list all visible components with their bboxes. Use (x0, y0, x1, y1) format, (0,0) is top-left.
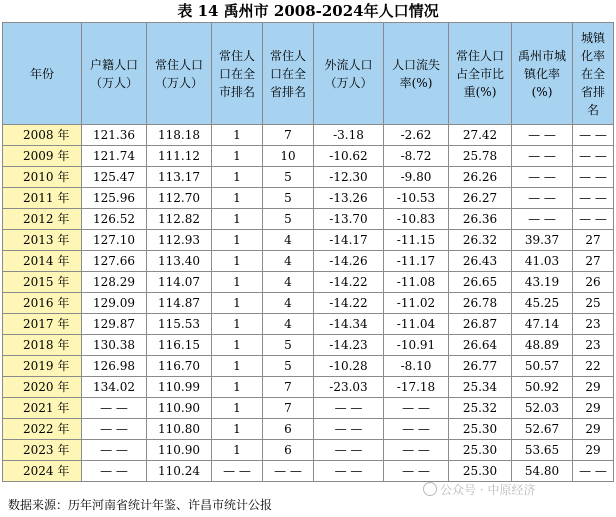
year-cell: 2020 年 (3, 377, 82, 398)
table-cell: 48.89 (512, 335, 573, 356)
table-row (3, 188, 614, 209)
table-cell: — — (82, 419, 147, 440)
header-row (3, 23, 614, 125)
table-cell: 126.98 (82, 356, 147, 377)
table-cell: 39.37 (512, 230, 573, 251)
table-cell: 111.12 (147, 146, 212, 167)
table-cell: — — (573, 188, 614, 209)
table-cell: 25.30 (449, 440, 512, 461)
table-cell: -10.62 (314, 146, 384, 167)
header-urbanization: 禹州市城镇化率(%) (512, 23, 573, 125)
table-cell: 43.19 (512, 272, 573, 293)
table-cell: 26.27 (449, 188, 512, 209)
table-cell: 113.17 (147, 167, 212, 188)
table-cell: 50.92 (512, 377, 573, 398)
header-loss-rate: 人口流失率(%) (384, 23, 449, 125)
table-cell: — — (314, 419, 384, 440)
table-row (3, 398, 614, 419)
table-cell: -11.08 (384, 272, 449, 293)
table-cell: 53.65 (512, 440, 573, 461)
header-city-rank: 常住人口在全市排名 (212, 23, 263, 125)
table-row (3, 461, 614, 482)
table-cell: 134.02 (82, 377, 147, 398)
table-cell: 1 (212, 167, 263, 188)
table-cell: 1 (212, 230, 263, 251)
table-cell: 26.43 (449, 251, 512, 272)
table-cell: 52.03 (512, 398, 573, 419)
table-cell: 127.66 (82, 251, 147, 272)
table-cell: -9.80 (384, 167, 449, 188)
table-cell: 6 (263, 419, 314, 440)
table-cell: 26.36 (449, 209, 512, 230)
table-cell: 25.32 (449, 398, 512, 419)
table-cell: 23 (573, 314, 614, 335)
table-cell: 1 (212, 293, 263, 314)
table-row (3, 377, 614, 398)
year-cell: 2024 年 (3, 461, 82, 482)
watermark: 公众号 · 中原经济 (423, 482, 535, 498)
table-cell: 5 (263, 167, 314, 188)
table-cell: -13.26 (314, 188, 384, 209)
table-cell: — — (512, 188, 573, 209)
table-cell: 5 (263, 188, 314, 209)
year-cell: 2022 年 (3, 419, 82, 440)
table-cell: 125.47 (82, 167, 147, 188)
table-cell: 25.30 (449, 461, 512, 482)
table-cell: -8.10 (384, 356, 449, 377)
table-cell: — — (512, 209, 573, 230)
table-cell: 110.24 (147, 461, 212, 482)
wechat-icon (423, 482, 437, 496)
table-row (3, 167, 614, 188)
table-cell: -14.26 (314, 251, 384, 272)
table-cell: — — (314, 440, 384, 461)
table-cell: 5 (263, 335, 314, 356)
header-outflow: 外流人口（万人） (314, 23, 384, 125)
table-cell: 22 (573, 356, 614, 377)
year-cell: 2010 年 (3, 167, 82, 188)
table-cell: 126.52 (82, 209, 147, 230)
table-cell: 26.78 (449, 293, 512, 314)
table-cell: 7 (263, 125, 314, 146)
year-cell: 2016 年 (3, 293, 82, 314)
table-cell: 1 (212, 209, 263, 230)
table-cell: 29 (573, 419, 614, 440)
table-cell: -14.17 (314, 230, 384, 251)
table-cell: — — (82, 461, 147, 482)
table-cell: 6 (263, 440, 314, 461)
table-cell: — — (314, 461, 384, 482)
table-row (3, 146, 614, 167)
header-registered-pop: 户籍人口（万人） (82, 23, 147, 125)
table-cell: 25.34 (449, 377, 512, 398)
table-cell: 26 (573, 272, 614, 293)
table-cell: — — (512, 125, 573, 146)
table-cell: — — (384, 440, 449, 461)
table-title: 表 14 禹州市 2008-2024年人口情况 (177, 2, 439, 20)
table-cell: 114.87 (147, 293, 212, 314)
table-cell: 7 (263, 398, 314, 419)
table-cell: 115.53 (147, 314, 212, 335)
table-cell: 129.87 (82, 314, 147, 335)
table-cell: — — (573, 125, 614, 146)
table-cell: 4 (263, 314, 314, 335)
table-cell: 29 (573, 377, 614, 398)
table-cell: 4 (263, 230, 314, 251)
table-cell: 5 (263, 209, 314, 230)
year-cell: 2014 年 (3, 251, 82, 272)
header-urbanization-rank: 城镇化率在全省排名 (573, 23, 614, 125)
table-row (3, 209, 614, 230)
year-cell: 2015 年 (3, 272, 82, 293)
table-cell: 112.82 (147, 209, 212, 230)
table-cell: -11.17 (384, 251, 449, 272)
year-cell: 2021 年 (3, 398, 82, 419)
table-cell: — — (512, 167, 573, 188)
table-cell: 23 (573, 335, 614, 356)
table-cell: 121.74 (82, 146, 147, 167)
table-cell: 26.32 (449, 230, 512, 251)
table-row (3, 272, 614, 293)
table-cell: 1 (212, 188, 263, 209)
header-province-rank: 常住人口在全省排名 (263, 23, 314, 125)
table-cell: 26.26 (449, 167, 512, 188)
table-cell: 1 (212, 356, 263, 377)
table-cell: 25.30 (449, 419, 512, 440)
table-cell: 1 (212, 146, 263, 167)
data-source-note: 数据来源：历年河南省统计年鉴、许昌市统计公报 (8, 498, 273, 512)
table-cell: 5 (263, 356, 314, 377)
table-row (3, 419, 614, 440)
table-cell: 52.67 (512, 419, 573, 440)
table-cell: -14.34 (314, 314, 384, 335)
table-cell: 114.07 (147, 272, 212, 293)
year-cell: 2008 年 (3, 125, 82, 146)
table-cell: 129.09 (82, 293, 147, 314)
table-cell: 45.25 (512, 293, 573, 314)
table-cell: -8.72 (384, 146, 449, 167)
table-cell: — — (573, 146, 614, 167)
table-cell: — — (212, 461, 263, 482)
table-cell: — — (573, 167, 614, 188)
table-cell: -11.15 (384, 230, 449, 251)
table-cell: 27.42 (449, 125, 512, 146)
table-row (3, 356, 614, 377)
table-cell: 112.70 (147, 188, 212, 209)
table-cell: 1 (212, 314, 263, 335)
table-cell: — — (512, 146, 573, 167)
table-row (3, 230, 614, 251)
table-cell: -14.22 (314, 272, 384, 293)
table-cell: — — (573, 461, 614, 482)
table-row (3, 314, 614, 335)
table-cell: — — (573, 209, 614, 230)
table-cell: -10.28 (314, 356, 384, 377)
table-cell: 47.14 (512, 314, 573, 335)
table-cell: -12.30 (314, 167, 384, 188)
table-cell: 110.90 (147, 398, 212, 419)
table-cell: 54.80 (512, 461, 573, 482)
table-cell: 118.18 (147, 125, 212, 146)
table-cell: — — (384, 461, 449, 482)
table-cell: 1 (212, 377, 263, 398)
table-cell: 116.15 (147, 335, 212, 356)
table-cell: -10.83 (384, 209, 449, 230)
year-cell: 2023 年 (3, 440, 82, 461)
table-cell: 1 (212, 125, 263, 146)
table-cell: 25 (573, 293, 614, 314)
table-cell: 29 (573, 440, 614, 461)
year-cell: 2009 年 (3, 146, 82, 167)
table-cell: -23.03 (314, 377, 384, 398)
table-cell: 110.90 (147, 440, 212, 461)
table-cell: 29 (573, 398, 614, 419)
table-cell: -10.91 (384, 335, 449, 356)
table-row (3, 251, 614, 272)
table-cell: 113.40 (147, 251, 212, 272)
table-row (3, 335, 614, 356)
table-row (3, 293, 614, 314)
table-cell: -2.62 (384, 125, 449, 146)
year-cell: 2018 年 (3, 335, 82, 356)
table-cell: 121.36 (82, 125, 147, 146)
table-cell: 4 (263, 251, 314, 272)
header-city-share: 常住人口占全市比重(%) (449, 23, 512, 125)
table-cell: 1 (212, 272, 263, 293)
table-cell: 26.77 (449, 356, 512, 377)
table-cell: 41.03 (512, 251, 573, 272)
table-cell: 26.87 (449, 314, 512, 335)
table-cell: 127.10 (82, 230, 147, 251)
table-cell: 4 (263, 293, 314, 314)
year-cell: 2012 年 (3, 209, 82, 230)
year-cell: 2011 年 (3, 188, 82, 209)
table-cell: -11.04 (384, 314, 449, 335)
year-cell: 2017 年 (3, 314, 82, 335)
table-cell: 125.96 (82, 188, 147, 209)
table-cell: 25.78 (449, 146, 512, 167)
table-cell: — — (263, 461, 314, 482)
table-cell: 110.80 (147, 419, 212, 440)
table-cell: 116.70 (147, 356, 212, 377)
table-cell: 112.93 (147, 230, 212, 251)
table-cell: 26.65 (449, 272, 512, 293)
table-row (3, 125, 614, 146)
table-cell: 1 (212, 419, 263, 440)
table-cell: 1 (212, 398, 263, 419)
table-cell: 50.57 (512, 356, 573, 377)
table-cell: — — (82, 440, 147, 461)
table-cell: -10.53 (384, 188, 449, 209)
table-cell: 1 (212, 335, 263, 356)
table-row (3, 440, 614, 461)
table-cell: 1 (212, 440, 263, 461)
table-cell: 4 (263, 272, 314, 293)
table-cell: — — (314, 398, 384, 419)
header-resident-pop: 常住人口（万人） (147, 23, 212, 125)
table-cell: 128.29 (82, 272, 147, 293)
table-cell: 27 (573, 251, 614, 272)
year-cell: 2019 年 (3, 356, 82, 377)
table-cell: -11.02 (384, 293, 449, 314)
table-cell: — — (384, 419, 449, 440)
table-cell: -3.18 (314, 125, 384, 146)
table-cell: — — (384, 398, 449, 419)
table-cell: -14.22 (314, 293, 384, 314)
table-cell: 26.64 (449, 335, 512, 356)
table-cell: 10 (263, 146, 314, 167)
population-table (2, 22, 614, 482)
header-year: 年份 (3, 23, 82, 125)
table-cell: — — (82, 398, 147, 419)
table-cell: 1 (212, 251, 263, 272)
table-cell: 110.99 (147, 377, 212, 398)
table-cell: -17.18 (384, 377, 449, 398)
table-cell: 130.38 (82, 335, 147, 356)
year-cell: 2013 年 (3, 230, 82, 251)
table-cell: 7 (263, 377, 314, 398)
table-cell: -13.70 (314, 209, 384, 230)
table-cell: -14.23 (314, 335, 384, 356)
table-cell: 27 (573, 230, 614, 251)
